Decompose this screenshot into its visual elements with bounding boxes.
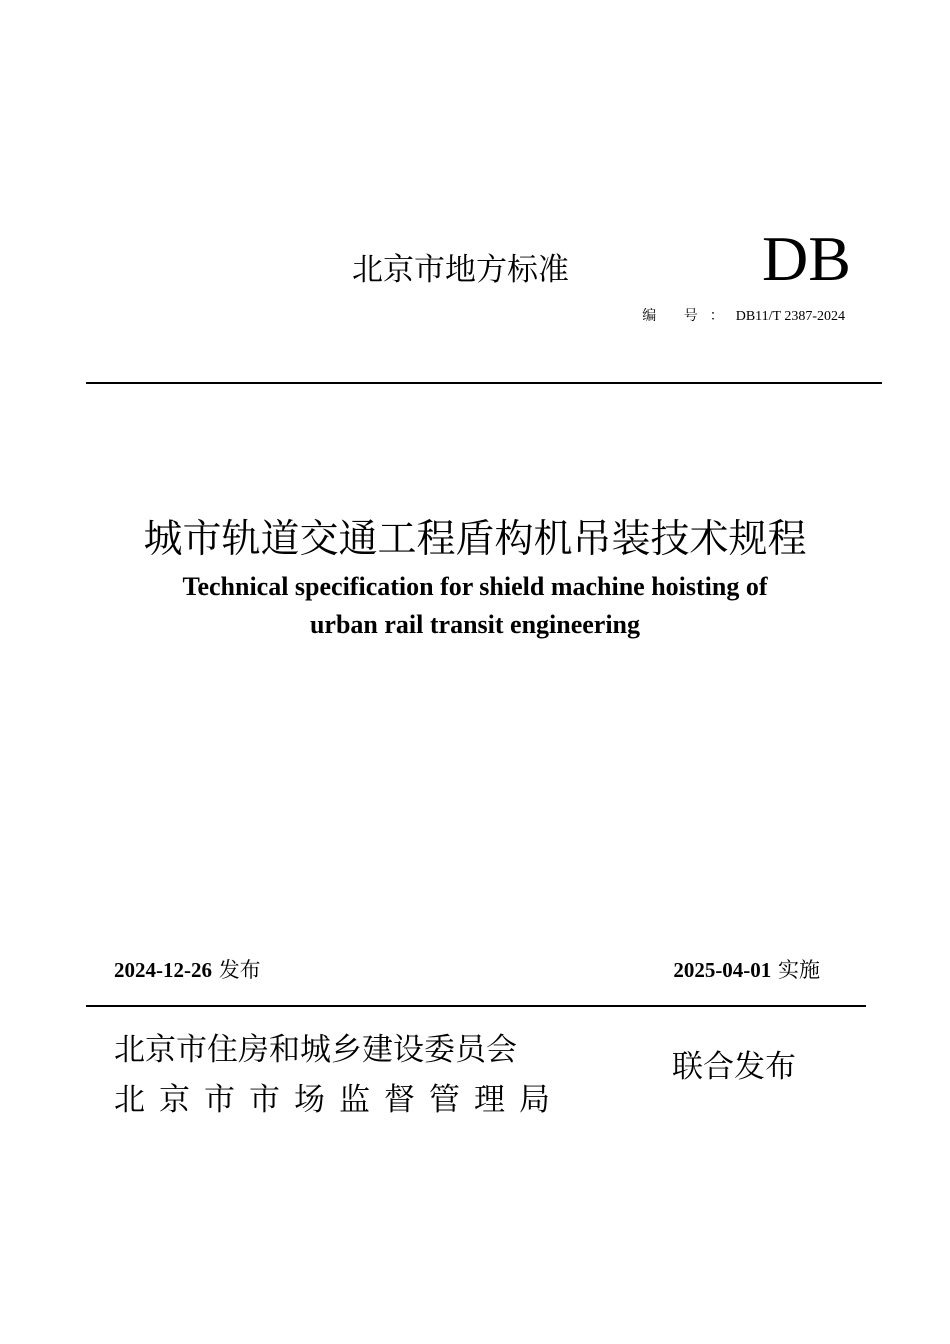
implement-date-value: 2025-04-01 bbox=[673, 958, 772, 982]
implement-label: 实施 bbox=[778, 958, 820, 982]
joint-release-label: 联合发布 bbox=[672, 1049, 796, 1085]
title-english bbox=[0, 568, 950, 644]
publish-date-value: 2024-12-26 bbox=[114, 958, 212, 982]
bottom-divider bbox=[86, 1005, 866, 1007]
publish-date bbox=[114, 954, 261, 986]
standard-type: 北京市地方标准 bbox=[352, 252, 569, 288]
top-divider bbox=[86, 382, 882, 384]
db-mark: DB bbox=[762, 223, 851, 294]
publish-label: 发布 bbox=[218, 958, 261, 982]
document-number-label: 编 号： bbox=[642, 309, 736, 324]
issuer-market-regulation: 北京市市场监督管理局 bbox=[114, 1082, 564, 1118]
issuer-housing-commission: 北京市住房和城乡建设委员会 bbox=[114, 1032, 517, 1068]
document-number-value: DB11/T 2387-2024 bbox=[735, 309, 845, 324]
title-chinese: 城市轨道交通工程盾构机吊装技术规程 bbox=[143, 517, 807, 562]
implement-date bbox=[673, 954, 820, 986]
title-english-line-1: Technical specification for shield machine hoisting of bbox=[182, 572, 768, 601]
title-english-line-2: urban rail transit engineering bbox=[309, 610, 641, 639]
document-number bbox=[642, 307, 845, 327]
